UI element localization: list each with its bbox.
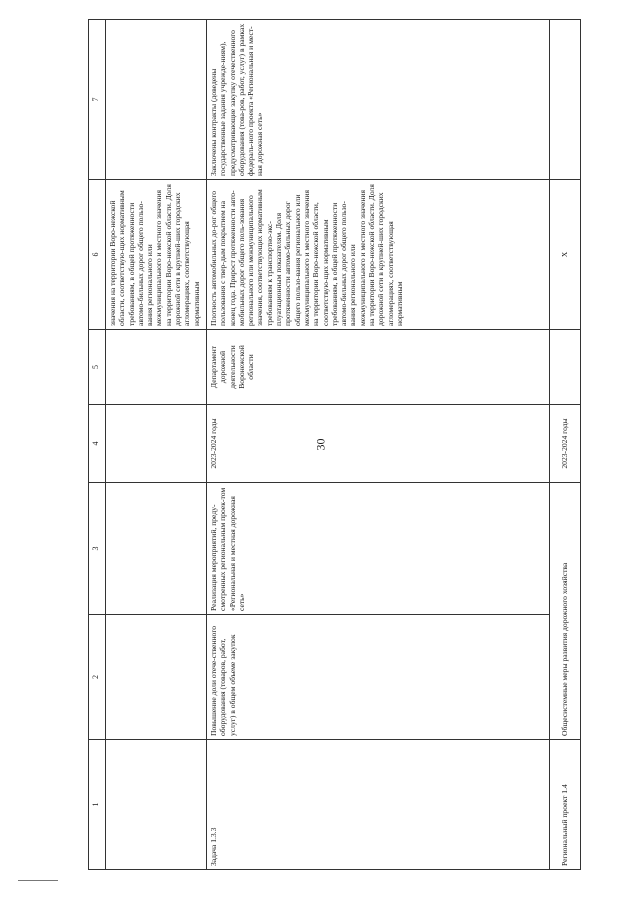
- table-cell: [106, 615, 207, 740]
- col-header-1: 1: [89, 740, 106, 870]
- col-header-6: 6: [89, 180, 106, 330]
- table-cell: [106, 740, 207, 870]
- project-indicator-mark: X: [550, 180, 581, 330]
- table-cell: [106, 483, 207, 615]
- project-name: Общесистемные меры развития дорожного хозяйства: [550, 483, 581, 740]
- table-row: [207, 20, 550, 870]
- table-cell: [106, 405, 207, 483]
- continuation-indicators: значения на территории Воро-нежской области, соответствую-щих нормативным требованиям, в общей протяженности автомо-бильных дорог общего пользо-вания регионального или межмуниципального и местного значения на территории Воро-нежской области. Доля дорожной сети в крупней-ших городских агломерациях, соответствующая нормативным: [106, 180, 207, 330]
- col-header-7: 7: [89, 20, 106, 180]
- table-row: [106, 20, 207, 870]
- task-name: Повышение доли отече-ственного оборудования (товаров, работ, услуг) в общем объеме закупок: [207, 615, 550, 740]
- header-row: [89, 20, 106, 870]
- task-result: Заключены контракты (доведены государственные задания учрежде-ниям), предусматривающие закупку отечественного оборудования (това-ров, работ, услуг) в рамках федераль-ного проекта «Региональная и мест-ная дорожная сеть»: [207, 20, 550, 180]
- rotated-table-sheet: [88, 20, 598, 870]
- footer-divider: [18, 880, 58, 881]
- col-header-4: 4: [89, 405, 106, 483]
- task-period: 2023-2024 годы: [207, 405, 550, 483]
- col-header-2: 2: [89, 615, 106, 740]
- page-number: 30: [313, 438, 328, 451]
- task-number: Задача 1.3.3: [207, 740, 550, 870]
- table-cell: [550, 330, 581, 405]
- col-header-3: 3: [89, 483, 106, 615]
- project-number: Региональный проект 1.4: [550, 740, 581, 870]
- task-indicators: Плотность автомобильных до-рог общего пользования с твер-дым покрытием на конец года. Прирост протяженности авто-мобильных дорог общего поль-зования регионального или межмуниципального значения, соответствующих нормативным требованиям к транспортно-экс-плуатационным показателям. Доля протяженности автомо-бильных дорог общего пользо-вания регионального или межмуниципального и местного значения на территории Воро-нежской области, соответствую-щих нормативным требованиям, в общей протяженности автомо-бильных дорог общего пользо-вания регионального или межмуниципального и местного значения на территории Воро-нежской области. Доля дорожной сети в крупней-ших городских агломерациях, соответствующая нормативным: [207, 180, 550, 330]
- col-header-5: 5: [89, 330, 106, 405]
- table-cell: [106, 20, 207, 180]
- task-measures: Реализация мероприятий, преду-смотренных региональным проек-том «Региональная и местная дорожная сеть»: [207, 483, 550, 615]
- project-period: 2023-2024 годы: [550, 405, 581, 483]
- table-cell: [550, 20, 581, 180]
- table-cell: [106, 330, 207, 405]
- table-row: [550, 20, 581, 870]
- task-executor: Департамент дорожной деятельности Воронежской области: [207, 330, 550, 405]
- program-table: [88, 19, 581, 870]
